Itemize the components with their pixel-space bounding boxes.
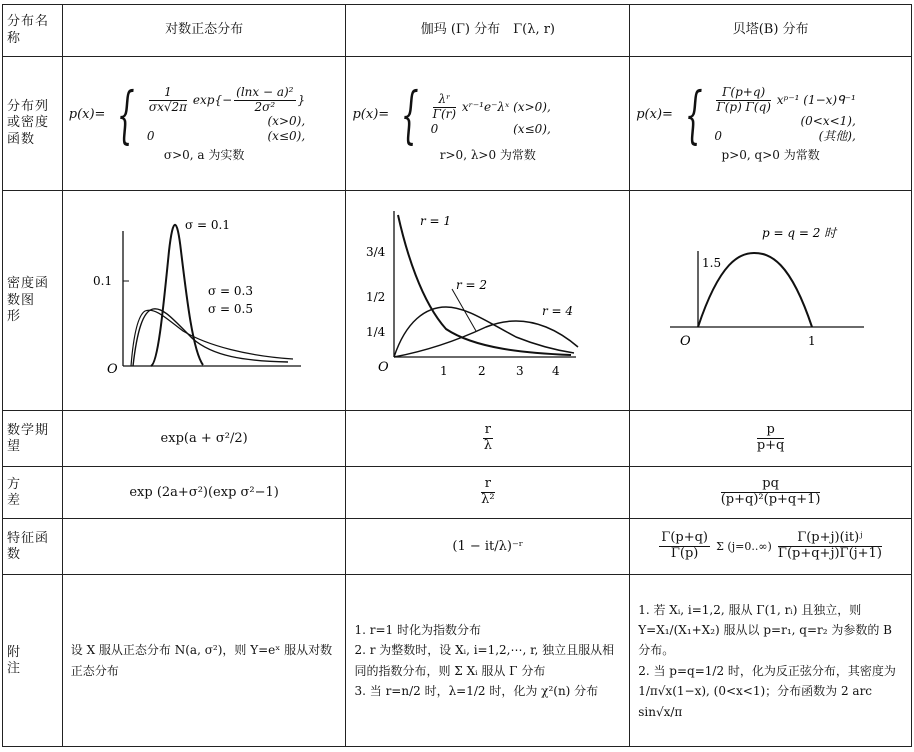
beta-params: p>0, q>0 为常数 xyxy=(721,148,820,162)
lognormal-graph xyxy=(62,191,346,411)
graph-label: 密度函数图 形 xyxy=(3,191,63,411)
lognormal-exp-num: (lnx − a)² xyxy=(236,84,294,99)
gamma-mean-den: λ xyxy=(483,438,492,454)
gamma-cf: (1 − it/λ)⁻ʳ xyxy=(346,519,630,575)
gamma-pointer-r2 xyxy=(452,289,476,331)
gamma-graph-svg xyxy=(346,191,622,405)
cf-row xyxy=(3,519,912,575)
beta-mean-num: p xyxy=(757,423,785,439)
lognormal-note-text: 设 X 服从正态分布 N(a, σ²)，则 Y=eˣ 服从对数正态分布 xyxy=(70,643,333,678)
lognormal-note xyxy=(62,575,346,747)
gamma-body: xʳ⁻¹e⁻λˣ xyxy=(461,100,510,114)
gamma-graph xyxy=(346,191,630,411)
beta-note-2: 2. 当 p=q=1/2 时，化为反正弦分布，其密度为 1/π√x(1−x), (0<x<1)；分布函数为 2 arc sin√x/π xyxy=(638,663,896,719)
lognormal-exp-word: exp xyxy=(192,92,215,107)
lognormal-label-s05: σ = 0.5 xyxy=(207,302,253,316)
mean-label: 数学期望 xyxy=(3,411,63,467)
beta-var-den: (p+q)²(p+q+1) xyxy=(720,492,821,508)
lognormal-cf xyxy=(62,519,346,575)
lognormal-exp-den: 2σ² xyxy=(254,99,276,114)
beta-cf-sum: Σ (j=0..∞) xyxy=(716,540,772,554)
gamma-label-r2: r = 2 xyxy=(456,278,488,292)
lognormal-piece2: 0 xyxy=(146,129,155,144)
header-gamma: 伽玛 (Γ) 分布 Γ(λ, r) xyxy=(346,5,630,57)
beta-coef-num: Γ(p+q) xyxy=(716,86,771,101)
cf-label: 特征函数 xyxy=(3,519,63,575)
gamma-mean xyxy=(346,411,630,467)
gamma-ytick-14: 1/4 xyxy=(366,325,386,339)
beta-cf-right-den: Γ(p+q+j)Γ(j+1) xyxy=(777,546,882,562)
beta-cf-left-num: Γ(p+q) xyxy=(661,530,708,546)
beta-cond2: (其他), xyxy=(818,129,856,144)
beta-var-num: pq xyxy=(721,477,821,493)
lognormal-label-s01: σ = 0.1 xyxy=(184,218,230,232)
beta-ytick: 1.5 xyxy=(702,256,722,270)
gamma-cond2: (x≤0), xyxy=(513,121,551,136)
pdf-row xyxy=(3,57,912,191)
header-row xyxy=(3,5,912,57)
gamma-pdf-lhs: p(x)= xyxy=(352,106,390,122)
lognormal-graph-svg xyxy=(63,191,339,405)
gamma-origin: O xyxy=(378,360,390,375)
lognormal-pdf: p(x)= { $\frac{1}{\sigma x√2\pi}$ exp{− $\frac{\text{(lnx − a)²}}{\text{2σ²}}$ } (x>0), 0 (x≤0), σ>0, a 为实数 xyxy=(62,57,346,191)
pdf-label: 分布列或密度函数 xyxy=(3,57,63,191)
beta-body: xᵖ⁻¹ (1−x)ᑫ⁻¹ xyxy=(776,92,856,107)
beta-cond1: (0<x<1), xyxy=(800,114,856,129)
lognormal-cond1: (x>0), xyxy=(267,114,306,129)
beta-variance xyxy=(630,467,912,519)
distribution-table xyxy=(2,4,912,747)
lognormal-coef-num: 1 xyxy=(149,86,187,101)
gamma-xtick-2: 2 xyxy=(478,364,487,378)
beta-pdf-lhs: p(x)= xyxy=(636,106,673,122)
beta-piece2: 0 xyxy=(714,129,723,144)
beta-coef-den: Γ(p) Γ(q) xyxy=(716,99,771,114)
gamma-var-den: λ² xyxy=(481,492,495,508)
gamma-var-num: r xyxy=(481,477,494,493)
gamma-ytick-34: 3/4 xyxy=(366,245,386,259)
variance-row xyxy=(3,467,912,519)
lognormal-pdf-lhs: p(x)= xyxy=(68,106,106,122)
gamma-note-2: 2. r 为整数时，设 Xᵢ, i=1,2,⋯, r, 独立且服从相同的指数分布，则 Σ Xᵢ 服从 Γ 分布 xyxy=(354,643,615,678)
lognormal-mean: exp(a + σ²/2) xyxy=(62,411,346,467)
lognormal-params: σ>0, a 为实数 xyxy=(163,148,245,162)
graph-row xyxy=(3,191,912,411)
header-beta: 贝塔(B) 分布 xyxy=(630,5,912,57)
beta-graph-svg xyxy=(630,191,904,405)
gamma-cond1: (x>0), xyxy=(513,100,551,114)
gamma-pdf: p(x)= { $\frac{\text{λʳ}}{\Gamma(r)}$ xʳ⁻¹e⁻λˣ (x>0), 0 (x≤0), r>0, λ>0 为常数 xyxy=(346,57,630,191)
lognormal-variance: exp (2a+σ²)(exp σ²−1) xyxy=(62,467,346,519)
gamma-variance xyxy=(346,467,630,519)
beta-note xyxy=(630,575,912,747)
note-label: 附 注 xyxy=(3,575,63,747)
gamma-piece2: 0 xyxy=(430,121,439,136)
mean-row xyxy=(3,411,912,467)
gamma-params: r>0, λ>0 为常数 xyxy=(439,148,536,162)
gamma-note xyxy=(346,575,630,747)
gamma-label-r4: r = 4 xyxy=(542,304,574,318)
note-row xyxy=(3,575,912,747)
gamma-coef-num: λʳ xyxy=(433,93,456,108)
beta-origin: O xyxy=(680,334,691,349)
lognormal-curve-s01 xyxy=(151,225,203,366)
beta-xtick: 1 xyxy=(808,334,816,348)
beta-mean-den: p+q xyxy=(756,438,785,454)
beta-mean xyxy=(630,411,912,467)
gamma-label-r1: r = 1 xyxy=(420,214,452,228)
header-lognormal: 对数正态分布 xyxy=(62,5,346,57)
beta-pdf: p(x)= { $\frac{\Gamma(p+q)}{\Gamma(p) \Gamma(q)}$ xᵖ⁻¹ (1−x)ᑫ⁻¹ (0<x<1), 0 (其他), p>0, q>0 为常数 xyxy=(630,57,912,191)
beta-cf xyxy=(630,519,912,575)
gamma-xtick-1: 1 xyxy=(440,364,449,378)
gamma-ytick-12: 1/2 xyxy=(366,290,386,304)
lognormal-cond2: (x≤0), xyxy=(267,129,306,144)
beta-note-1: 1. 若 Xᵢ, i=1,2, 服从 Γ(1, rᵢ) 且独立，则 Y=X₁/(X₁+X₂) 服从以 p=r₁, q=r₂ 为参数的 B 分布。 xyxy=(638,602,892,658)
gamma-curve-r4 xyxy=(394,321,578,357)
var-label: 方 差 xyxy=(3,467,63,519)
lognormal-origin: O xyxy=(106,362,118,377)
beta-title: p = q = 2 时 xyxy=(762,226,837,240)
lognormal-ytick: 0.1 xyxy=(92,274,112,288)
lognormal-label-s03: σ = 0.3 xyxy=(207,284,253,298)
beta-cf-right-num: Γ(p+j)(it)ʲ xyxy=(778,531,882,547)
gamma-xtick-4: 4 xyxy=(552,364,561,378)
lognormal-coef-den: σx√2π xyxy=(148,99,188,114)
beta-cf-left-den: Γ(p) xyxy=(670,546,699,562)
gamma-xtick-3: 3 xyxy=(516,364,525,378)
header-label: 分布名称 xyxy=(3,5,63,57)
gamma-note-1: 1. r=1 时化为指数分布 xyxy=(354,622,481,637)
gamma-coef-den: Γ(r) xyxy=(432,107,457,121)
beta-graph xyxy=(630,191,912,411)
gamma-note-3: 3. 当 r=n/2 时，λ=1/2 时，化为 χ²(n) 分布 xyxy=(354,684,599,699)
gamma-mean-num: r xyxy=(484,422,491,438)
